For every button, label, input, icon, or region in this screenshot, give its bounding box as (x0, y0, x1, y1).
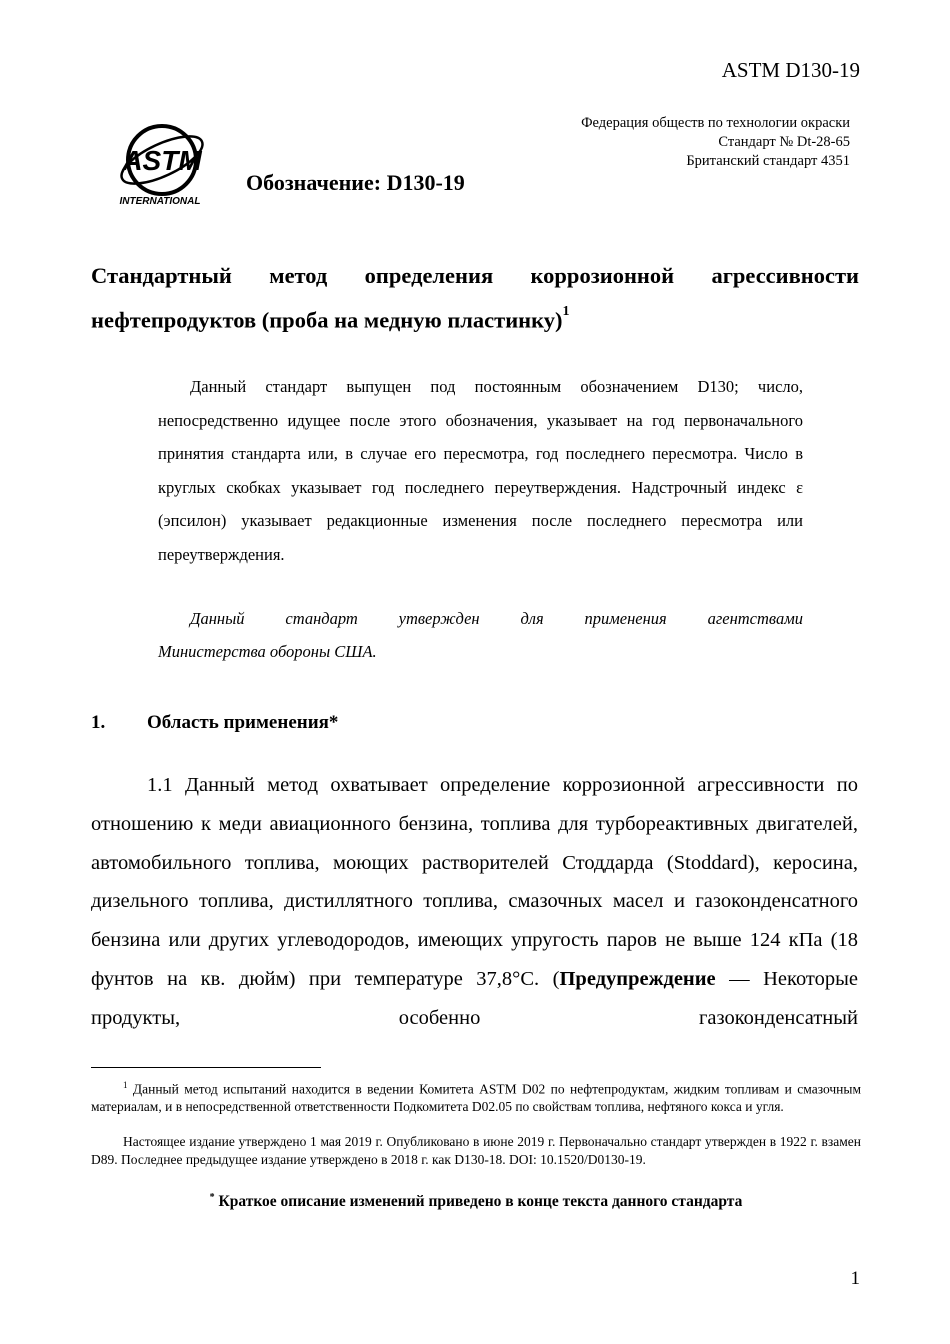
section-paragraph (91, 766, 858, 1038)
page-number: 1 (850, 1268, 860, 1289)
notice-text: Данный стандарт выпущен под постоянным обозначением D130; число, непосредственно идущее после этого обозначения, указывает на год первоначального принятия стандарта или, в случае его пересмотра, год последнего пересмотра. Число в круглых скобках указывает год последнего переутверждения. Надстрочный индекс ε (эпсилон) указывает редакционные изменения после последнего пересмотра или переутверждения. (158, 377, 803, 564)
warning-label: Предупреждение (559, 967, 716, 990)
section-title: Область применения* (147, 712, 339, 733)
document-code: ASTM D130-19 (721, 58, 860, 82)
footnote-2 (91, 1133, 861, 1168)
standard-number-line: Стандарт № Dt-28-65 (718, 134, 850, 150)
paragraph-main: 1.1 Данный метод охватывает определение коррозионной агрессивности по отношению к меди авиационного бензина, топлива для турбореактивных двигателей, автомобильного топлива, моющих растворителей Стоддарда (Stoddard), керосина, дизельного топлива, дистиллятного топлива, смазочных масел и газоконденсатного бензина или других углеводородов, имеющих упругость паров не выше 124 кПа (18 фунтов на кв. дюйм) при температуре 37,8°C. ( (91, 774, 858, 990)
designation: Обозначение: D130-19 (246, 170, 465, 195)
paragraph-tail: — Некоторые продукты, особенно газоконденсатный (91, 967, 858, 1029)
title-footnote-mark: 1 (562, 304, 570, 319)
footnote-star (91, 1192, 861, 1211)
federation-note (581, 114, 850, 171)
footnote-1-mark: 1 (123, 1080, 128, 1090)
footnote-1 (91, 1077, 861, 1116)
british-standard-line: Британский стандарт 4351 (686, 153, 850, 169)
footnote-2-text: Настоящее издание утверждено 1 мая 2019 г. Опубликовано в июне 2019 г. Первоначально стандарт утвержден в 1922 г. взамен D89. Последнее предыдущее издание утверждено в 2018 г. как D130-18. DOI: 10.1520/D0130-19. (91, 1134, 861, 1167)
approval-line-2: Министерства обороны США. (158, 642, 377, 661)
footnote-star-mark: * (209, 1192, 215, 1203)
footnote-1-text: Данный метод испытаний находится в ведении Комитета ASTM D02 по нефтепродуктам, жидким топливам и смазочным материалам, и в непосредственной ответственности Подкомитета D02.05 по свойствам топлива, нефтяного кокса и угля. (91, 1081, 862, 1115)
logo-text: ASTM (122, 145, 202, 176)
footnote-star-text: Краткое описание изменений приведено в конце текста данного стандарта (218, 1193, 743, 1211)
footnote-divider (91, 1067, 321, 1068)
section-number: 1. (91, 712, 106, 733)
federation-line: Федерация обществ по технологии окраски (581, 115, 850, 131)
designation-notice (158, 370, 803, 572)
approval-line-1: Данный стандарт утвержден для применения агентствами (190, 609, 803, 628)
logo-subtext: INTERNATIONAL (119, 196, 201, 207)
title-text: Стандартный метод определения коррозионной агрессивности нефтепродуктов (проба на медную пластинку) (91, 263, 859, 333)
astm-logo (112, 120, 212, 210)
approval-notice (158, 602, 803, 668)
document-title (91, 256, 859, 341)
